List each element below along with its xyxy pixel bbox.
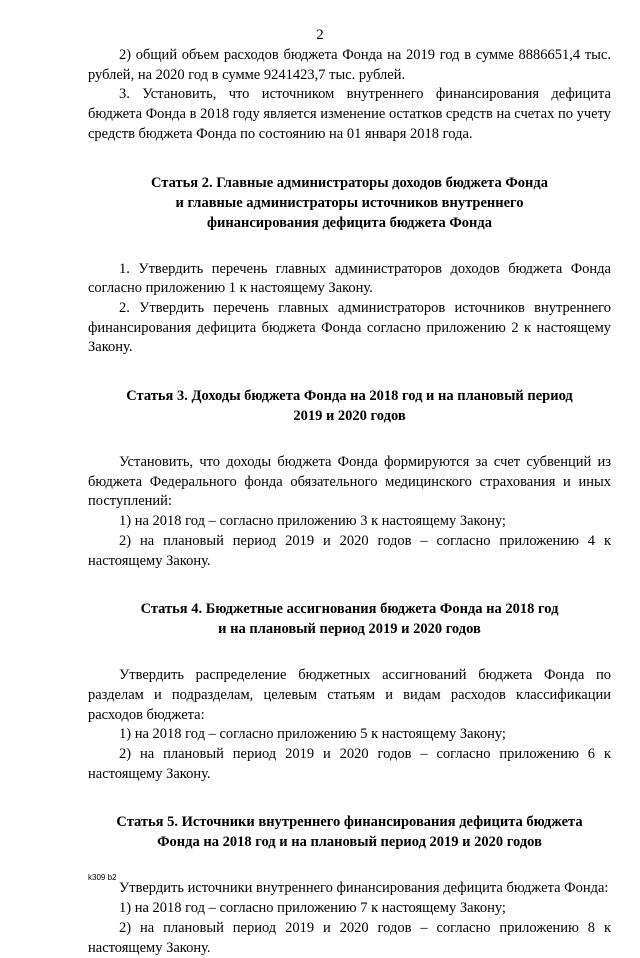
article-5-title [88,812,611,852]
article-title-line: и главные администраторы источников внутреннего [175,194,524,211]
article-title-line: Фонда на 2018 год и на плановый период 2019 и 2020 годов [157,834,542,851]
article-4-paragraph: 1) на 2018 год – согласно приложению 5 к настоящему Закону; [119,726,506,743]
article-5-paragraph: Утвердить источники внутреннего финансирования дефицита бюджета Фонда: [119,880,609,897]
article-title-line: Статья 3. Доходы бюджета Фонда на 2018 год и на плановый период [126,388,573,405]
article-4-title [88,599,611,639]
intro-paragraph: 2) общий объем расходов бюджета Фонда на 2019 год в сумме 8886651,4 тыс. рублей, на 2020 год в сумме 9241423,7 тыс. рублей. [88,47,611,83]
article-title-line: Статья 4. Бюджетные ассигнования бюджета Фонда на 2018 год [140,601,559,618]
article-title-line: 2019 и 2020 годов [293,408,406,425]
article-3-paragraph: 2) на плановый период 2019 и 2020 годов – согласно приложению 4 к настоящему Закону. [88,532,611,569]
article-2-paragraph: 1. Утвердить перечень главных администраторов доходов бюджета Фонда согласно приложению 1 к настоящему Закону. [88,260,611,297]
article-2-paragraph: 2. Утвердить перечень главных администраторов источников внутреннего финансирования дефицита бюджета Фонда согласно приложению 2 к настоящему Закону. [88,299,611,356]
intro-paragraph: 3. Установить, что источником внутреннего финансирования дефицита бюджета Фонда в 2018 году является изменение остатков средств на счетах по учету средств бюджета Фонда по состоянию на 01 января 2018 года. [88,86,612,142]
article-3-paragraph: Установить, что доходы бюджета Фонда формируются за счет субвенций из бюджета Федерального фонда обязательного медицинского страхования и иных поступлений: [88,454,611,510]
article-title-line: Статья 5. Источники внутреннего финансирования дефицита бюджета [116,814,583,831]
article-title-line: Статья 2. Главные администраторы доходов бюджета Фонда [151,174,548,191]
article-2-title [88,173,611,233]
article-title-line: финансирования дефицита бюджета Фонда [207,214,492,231]
article-3-paragraph: 1) на 2018 год – согласно приложению 3 к настоящему Закону; [119,513,506,530]
document-footer-code: k309 b2 [88,873,117,882]
document-body [88,46,611,958]
article-5-paragraph: 1) на 2018 год – согласно приложению 7 к настоящему Закону; [119,900,506,917]
article-4-paragraph: 2) на плановый период 2019 и 2020 годов – согласно приложению 6 к настоящему Закону. [88,746,611,782]
article-3-title [88,386,611,426]
page-number: 2 [316,27,324,43]
article-5-paragraph: 2) на плановый период 2019 и 2020 годов – согласно приложению 8 к настоящему Закону. [88,919,611,956]
article-4-paragraph: Утвердить распределение бюджетных ассигнований бюджета Фонда по разделам и подразделам, целевым статьям и видам расходов классификации расходов бюджета: [88,667,611,723]
article-title-line: и на плановый период 2019 и 2020 годов [218,621,481,638]
